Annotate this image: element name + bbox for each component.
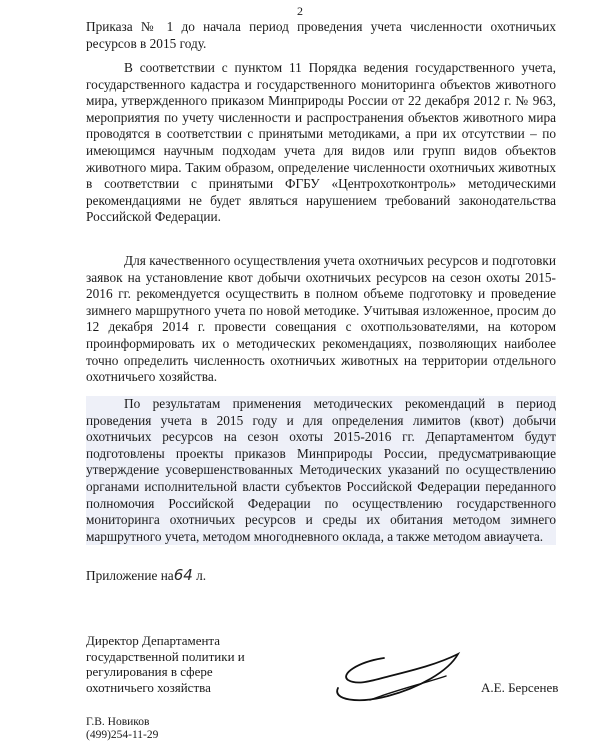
appendix-note (86, 566, 206, 584)
paragraph-text: По результатам применения методических рекомендаций в период проведения учета в 2015 году и для определения лимитов (квот) добычи охотничьих ресурсов на сезон охоты 2015-2016 гг. Департаментом будут подготовлены проекты приказов Минприроды России, предусматривающие утверждение усовершенствованных Методических указаний по осуществлению органами исполнительной власти субъектов Российской Федерации переданного полномочия Российской Федерации по осуществлению государственного мониторинга охотничьих ресурсов и среды их обитания методом зимнего маршрутного учета, методом многодневного оклада, а также методом авиаучета. (86, 396, 556, 544)
signatory-title-line: государственной политики и (86, 648, 245, 664)
appendix-prefix: Приложение на (86, 568, 174, 583)
signatory-title (86, 633, 245, 695)
handwritten-signature (318, 640, 468, 710)
paragraph-results (86, 396, 556, 545)
paragraph-text: Для качественного осуществления учета охотничьих ресурсов и подготовки заявок на установление квот добычи охотничьих ресурсов на сезон охоты 2015-2016 гг. рекомендуется осуществить в полном объеме подготовку и проведение зимнего маршрутного учета по новой методике. Учитывая изложенное, просим до 12 декабря 2014 г. провести совещания с охотпользователями, на котором проинформировать их о методических рекомендациях, позволяющих наиболее точно определить численность охотничьих животных на территории отдельного охотничьего хозяйства. (86, 253, 556, 385)
paragraph-text: В соответствии с пунктом 11 Порядка ведения государственного учета, государственного кадастра и государственного мониторинга объектов животного мира, утвержденного приказом Минприроды России от 22 декабря 2012 г. № 963, мероприятия по учету численности и распространения объектов животного мира проводятся в соответствии с принятыми методиками, а при их отсутствии – по имеющимся научным подходам учета для видов или групп видов объектов животного мира. Таким образом, определение численности охотничьих животных в соответствии с принятыми ФГБУ «Центрохотконтроль» методическими рекомендациями не будет являться нарушением требований законодательства Российской Федерации. (86, 60, 556, 225)
appendix-page-count: 64 (173, 566, 193, 584)
signatory-title-line: Директор Департамента (86, 633, 221, 648)
paragraph-continuation (86, 19, 556, 52)
executor-name: Г.В. Новиков (86, 716, 150, 728)
paragraph-text: Приказа № 1 до начала период проведения учета численности охотничьих ресурсов в 2015 году. (86, 19, 556, 51)
signatory-title-line: охотничьего хозяйства (86, 679, 211, 695)
page-number: 2 (297, 4, 303, 18)
signatory-name: А.Е. Берсенев (481, 680, 559, 695)
executor-info (86, 716, 158, 742)
paragraph-legal-basis (86, 60, 556, 226)
executor-phone: (499)254-11-29 (86, 729, 159, 741)
paragraph-recommendation (86, 253, 556, 386)
signatory-title-line: регулирования в сфере (86, 664, 213, 679)
appendix-suffix: л. (192, 568, 207, 583)
